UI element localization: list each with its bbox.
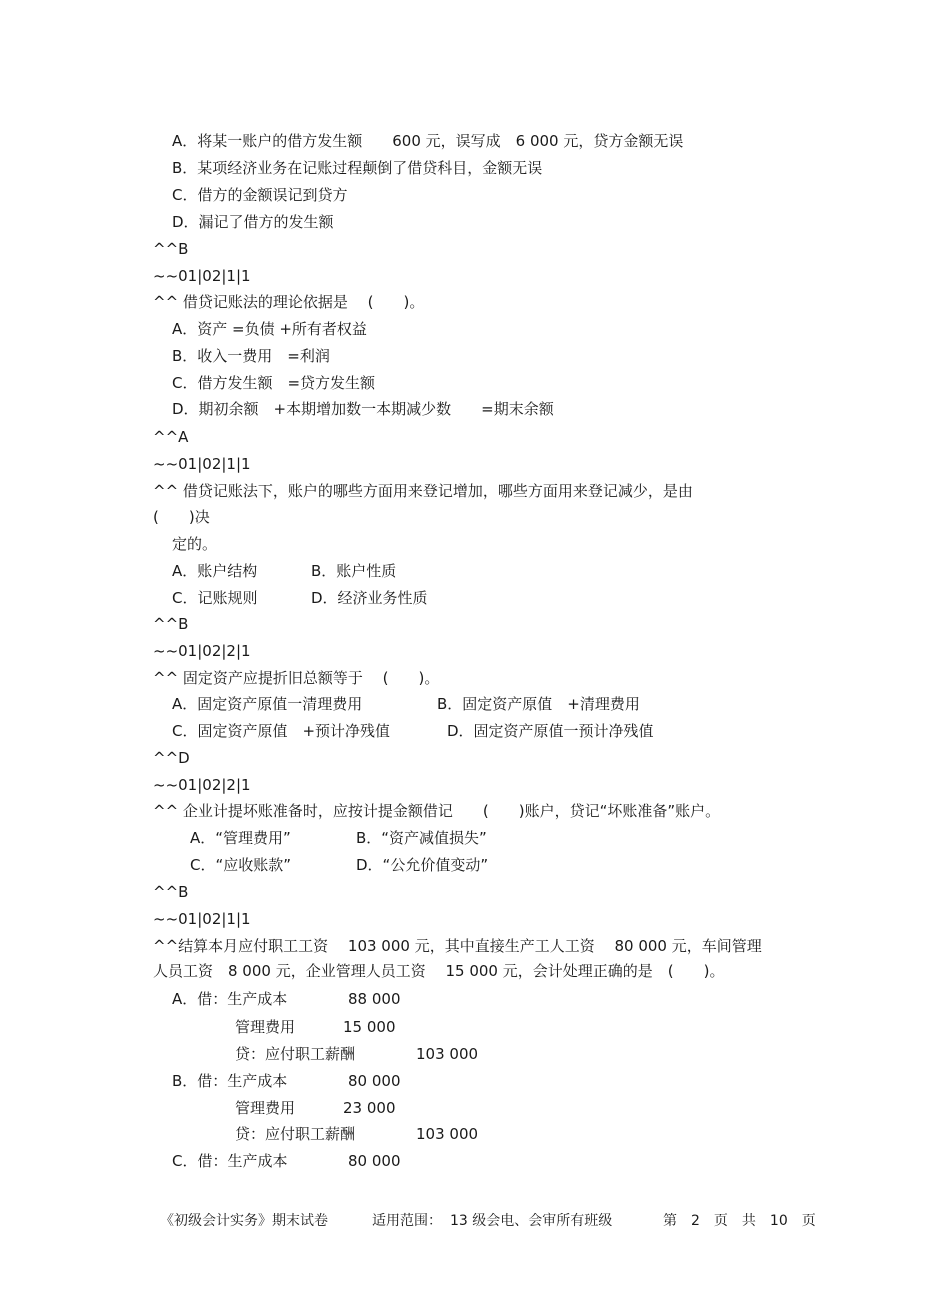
option-d: D．固定资产原值一预计净残值 xyxy=(447,722,654,740)
option-c: C．借方的金额误记到贷方 xyxy=(172,186,348,204)
journal-a-credit-label: 贷：应付职工薪酬 xyxy=(235,1045,356,1063)
option-a: A．资产 =负债 +所有者权益 xyxy=(172,320,367,338)
journal-b-debit-amount: 23 000 xyxy=(343,1099,396,1117)
answer-marker: ^^B xyxy=(153,240,189,258)
option-c: C．借方发生额 =贷方发生额 xyxy=(172,374,376,392)
journal-c-debit-label: C．借：生产成本 xyxy=(172,1152,288,1170)
option-b: B．“资产减值损失” xyxy=(356,829,487,847)
question-code: ~~01|02|1|1 xyxy=(153,910,251,928)
option-b: B．某项经济业务在记账过程颠倒了借贷科目，金额无误 xyxy=(172,159,543,177)
question-stem: ^^ 借贷记账法下，账户的哪些方面用来登记增加，哪些方面用来登记减少，是由 xyxy=(153,482,693,500)
question-code: ~~01|02|2|1 xyxy=(153,642,251,660)
footer-page-number: 第 2 页 共 10 页 xyxy=(663,1213,816,1229)
journal-b-credit-amount: 103 000 xyxy=(416,1125,479,1143)
option-a: A．将某一账户的借方发生额 600 元，误写成 6 000 元，贷方金额无误 xyxy=(172,132,684,150)
question-code: ~~01|02|1|1 xyxy=(153,455,251,473)
journal-b-credit-label: 贷：应付职工薪酬 xyxy=(235,1125,356,1143)
question-stem: ^^ 企业计提坏账准备时，应按计提金额借记 ( )账户，贷记“坏账准备”账户。 xyxy=(153,802,721,820)
question-code: ~~01|02|1|1 xyxy=(153,267,251,285)
journal-a-debit-amount: 15 000 xyxy=(343,1018,396,1036)
answer-marker: ^^D xyxy=(153,749,190,767)
footer-scope-value: 13 级会电、会审所有班级 xyxy=(450,1213,613,1229)
journal-b-debit-label: 管理费用 xyxy=(235,1099,296,1117)
question-code: ~~01|02|2|1 xyxy=(153,776,251,794)
footer-title: 《初级会计实务》期末试卷 xyxy=(160,1213,328,1229)
option-c: C．“应收账款” xyxy=(190,856,292,874)
journal-b-debit-label: B．借：生产成本 xyxy=(172,1072,288,1090)
option-d: D．经济业务性质 xyxy=(311,589,428,607)
question-stem: ^^结算本月应付职工工资 103 000 元，其中直接生产工人工资 80 000 元，车间管理 xyxy=(153,937,762,955)
question-stem-cont: 定的。 xyxy=(172,535,218,553)
journal-a-debit-label: A．借：生产成本 xyxy=(172,990,288,1008)
journal-c-debit-amount: 80 000 xyxy=(348,1152,401,1170)
question-stem-cont: ( )决 xyxy=(153,508,210,526)
option-b: B．账户性质 xyxy=(311,562,397,580)
option-d: D．“公允价值变动” xyxy=(356,856,489,874)
journal-a-credit-amount: 103 000 xyxy=(416,1045,479,1063)
footer-scope-label: 适用范围： xyxy=(372,1213,442,1229)
option-b: B．固定资产原值 +清理费用 xyxy=(437,695,640,713)
answer-marker: ^^B xyxy=(153,883,189,901)
answer-marker: ^^B xyxy=(153,615,189,633)
answer-marker: ^^A xyxy=(153,428,189,446)
journal-b-debit-amount: 80 000 xyxy=(348,1072,401,1090)
option-a: A．固定资产原值一清理费用 xyxy=(172,695,363,713)
option-c: C．记账规则 xyxy=(172,589,258,607)
option-a: A．“管理费用” xyxy=(190,829,291,847)
journal-a-debit-amount: 88 000 xyxy=(348,990,401,1008)
option-d: D．期初余额 +本期增加数一本期减少数 =期末余额 xyxy=(172,400,554,418)
question-stem: ^^ 固定资产应提折旧总额等于 ( )。 xyxy=(153,669,440,687)
journal-a-debit-label: 管理费用 xyxy=(235,1018,296,1036)
option-a: A．账户结构 xyxy=(172,562,258,580)
question-stem: ^^ 借贷记账法的理论依据是 ( )。 xyxy=(153,293,425,311)
option-d: D．漏记了借方的发生额 xyxy=(172,213,334,231)
option-b: B．收入一费用 =利润 xyxy=(172,347,330,365)
question-stem-cont: 人员工资 8 000 元，企业管理人员工资 15 000 元，会计处理正确的是 ( )。 xyxy=(153,962,725,980)
option-c: C．固定资产原值 +预计净残值 xyxy=(172,722,391,740)
